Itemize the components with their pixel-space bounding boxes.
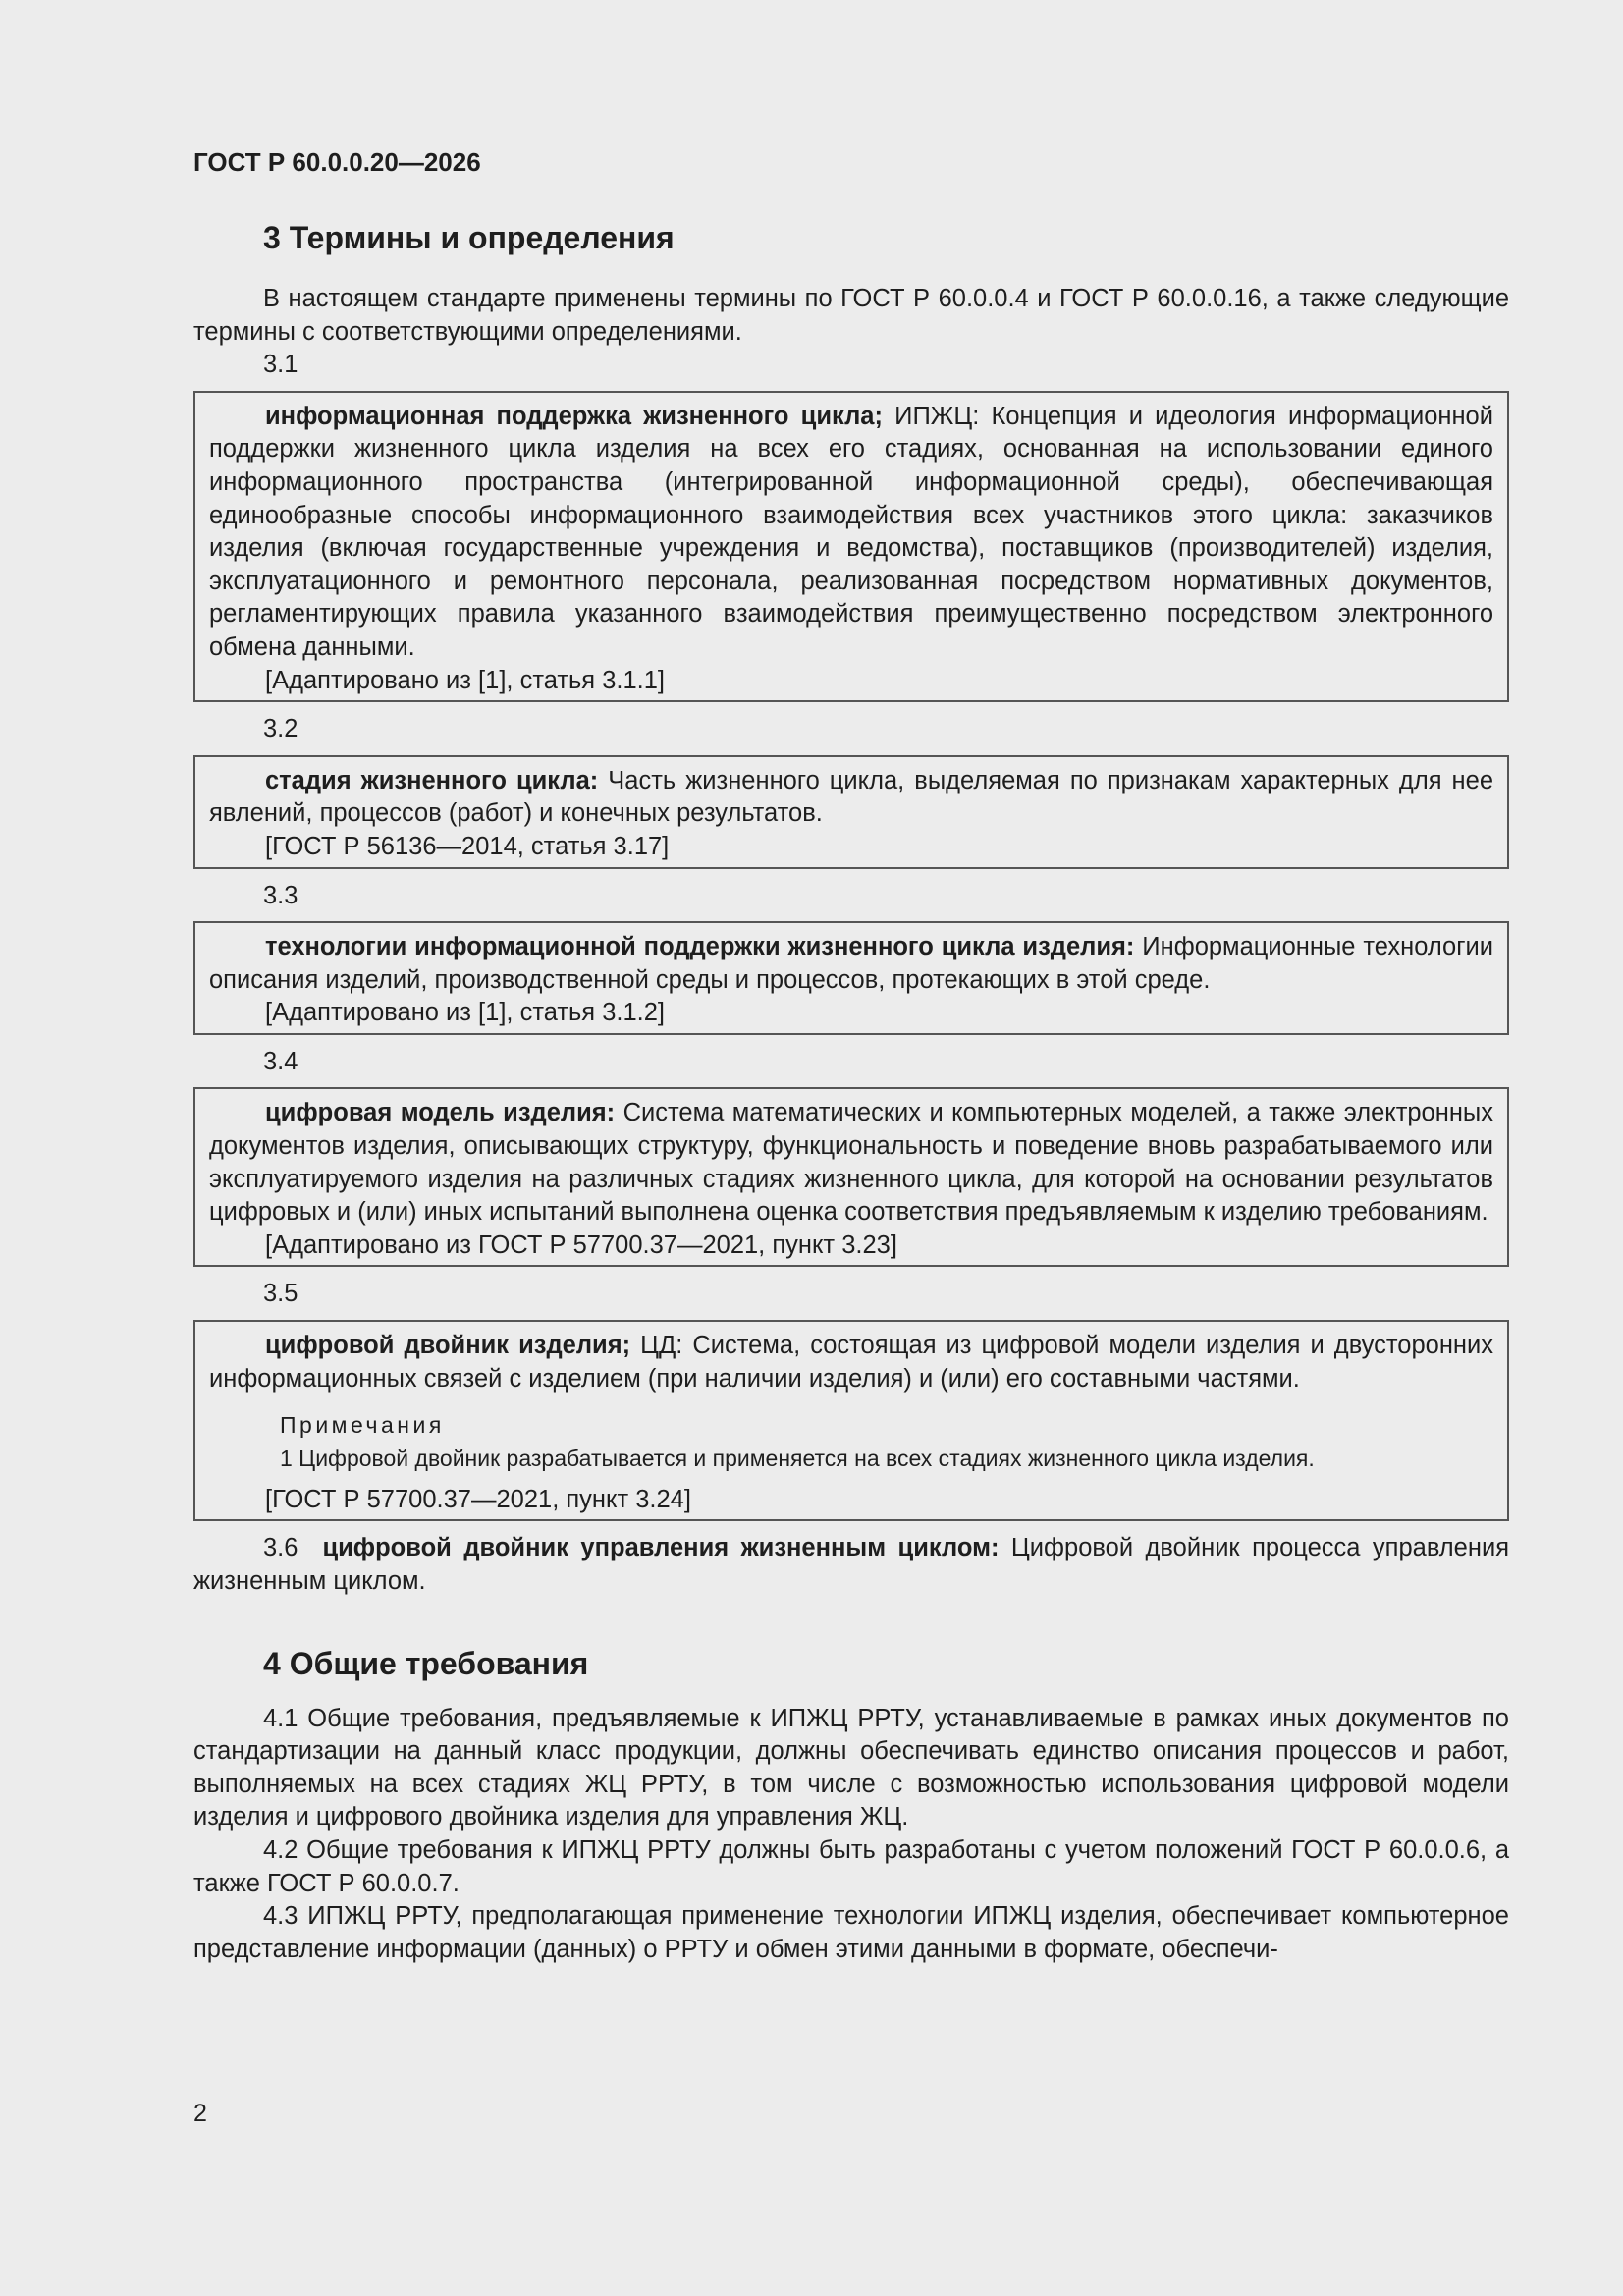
term-number: 3.6 [263,1534,298,1562]
term-box-3-5 [193,1320,1509,1521]
note-item: 1 Цифровой двойник разрабатывается и применяется на всех стадиях жизненного цикла изделия. [280,1445,1315,1471]
term-text: Часть жизненного цикла, выделяемая по признакам характерных для нее явлений, процессов (работ) и конечных результатов. [209,766,1493,828]
term-source: [Адаптировано из [1], статья 3.1.1] [265,666,666,694]
document-code: ГОСТ Р 60.0.0.20—2026 [193,147,481,177]
term-name: информационная поддержка жизненного цикла; [265,402,883,430]
term-definition [209,1330,1493,1395]
term-name: цифровой двойник управления жизненным циклом: [322,1534,1000,1562]
term-definition [209,931,1493,997]
term-text: Информационные технологии описания изделий, производственной среды и процессов, протекающих в этой среде. [209,933,1493,994]
term-definition [209,765,1493,831]
term-source: [Адаптировано из ГОСТ Р 57700.37—2021, пункт 3.23] [265,1230,897,1259]
term-source: [Адаптировано из [1], статья 3.1.2] [265,999,666,1027]
term-box-3-3 [193,921,1509,1035]
term-text: ЦД: Система, состоящая из цифровой модели изделия и двусторонних информационных связей с изделием (при наличии изделия) и (или) его составными частями. [209,1332,1493,1393]
term-definition [209,1097,1493,1229]
paragraph-4-3: 4.3 ИПЖЦ РРТУ, предполагающая применение технологии ИПЖЦ изделия, обеспечивает компьютерное представление информации (данных) о РРТУ и обмен этими данными в формате, обеспечи- [193,1902,1509,1963]
term-3-6 [193,1532,1509,1598]
term-name: цифровой двойник изделия; [265,1332,631,1360]
term-number: 3.3 [263,881,298,909]
term-number: 3.1 [263,351,298,379]
term-box-3-4 [193,1087,1509,1267]
paragraph-4-2: 4.2 Общие требования к ИПЖЦ РРТУ должны быть разработаны с учетом положений ГОСТ Р 60.0.0.6, а также ГОСТ Р 60.0.0.7. [193,1835,1509,1897]
term-number: 3.4 [263,1047,298,1075]
term-text: ИПЖЦ: Концепция и идеология информационной поддержки жизненного цикла изделия на всех его стадиях, основанная на использовании единого информационного пространства (интегрированной информационной среды), обеспечивающая единообразные способы информационного взаимодействия всех участников этого цикла: заказчиков изделия (включая государственные учреждения и ведомства), поставщиков (производителей) изделия, эксплуатационного и ремонтного персонала, реализованная посредством нормативных документов, регламентирующих правила указанного взаимодействия преимущественно посредством электронного обмена данными. [209,402,1493,661]
section-3-heading: 3 Термины и определения [263,220,675,255]
notes-label: Примечания [280,1412,445,1439]
term-box-3-1 [193,391,1509,702]
term-name: технологии информационной поддержки жизненного цикла изделия: [265,933,1135,961]
section-4-heading: 4 Общие требования [263,1645,589,1681]
page-number: 2 [193,2100,207,2127]
term-source: [ГОСТ Р 57700.37—2021, пункт 3.24] [265,1485,691,1513]
paragraph-4-1: 4.1 Общие требования, предъявляемые к ИПЖЦ РРТУ, устанавливаемые в рамках иных документов по стандартизации на данный класс продукции, должны обеспечивать единство описания процессов и работ, выполняемых на всех стадиях ЖЦ РРТУ, в том числе с возможностью использования цифровой модели изделия и цифрового двойника изделия для управления ЖЦ. [193,1704,1509,1831]
term-name: стадия жизненного цикла: [265,766,599,794]
term-number: 3.5 [263,1280,298,1308]
page-content [193,218,1509,1966]
term-box-3-2 [193,755,1509,869]
term-definition [209,401,1493,665]
term-name: цифровая модель изделия: [265,1099,616,1127]
term-text: Система математических и компьютерных моделей, а также электронных документов изделия, описывающих структуру, функциональность и поведение вновь разрабатываемого или эксплуатируемого изделия на различных стадиях жизненного цикла, для которой на основании результатов цифровых и (или) иных испытаний выполнена оценка соответствия предъявляемым к изделию требованиям. [209,1099,1493,1227]
term-number: 3.2 [263,715,298,743]
section-3-intro: В настоящем стандарте применены термины по ГОСТ Р 60.0.0.4 и ГОСТ Р 60.0.0.16, а также следующие термины с соответствующими определениями. [193,285,1509,346]
term-source: [ГОСТ Р 56136—2014, статья 3.17] [265,832,670,860]
term-text: Цифровой двойник процесса управления жизненным циклом. [193,1534,1509,1595]
